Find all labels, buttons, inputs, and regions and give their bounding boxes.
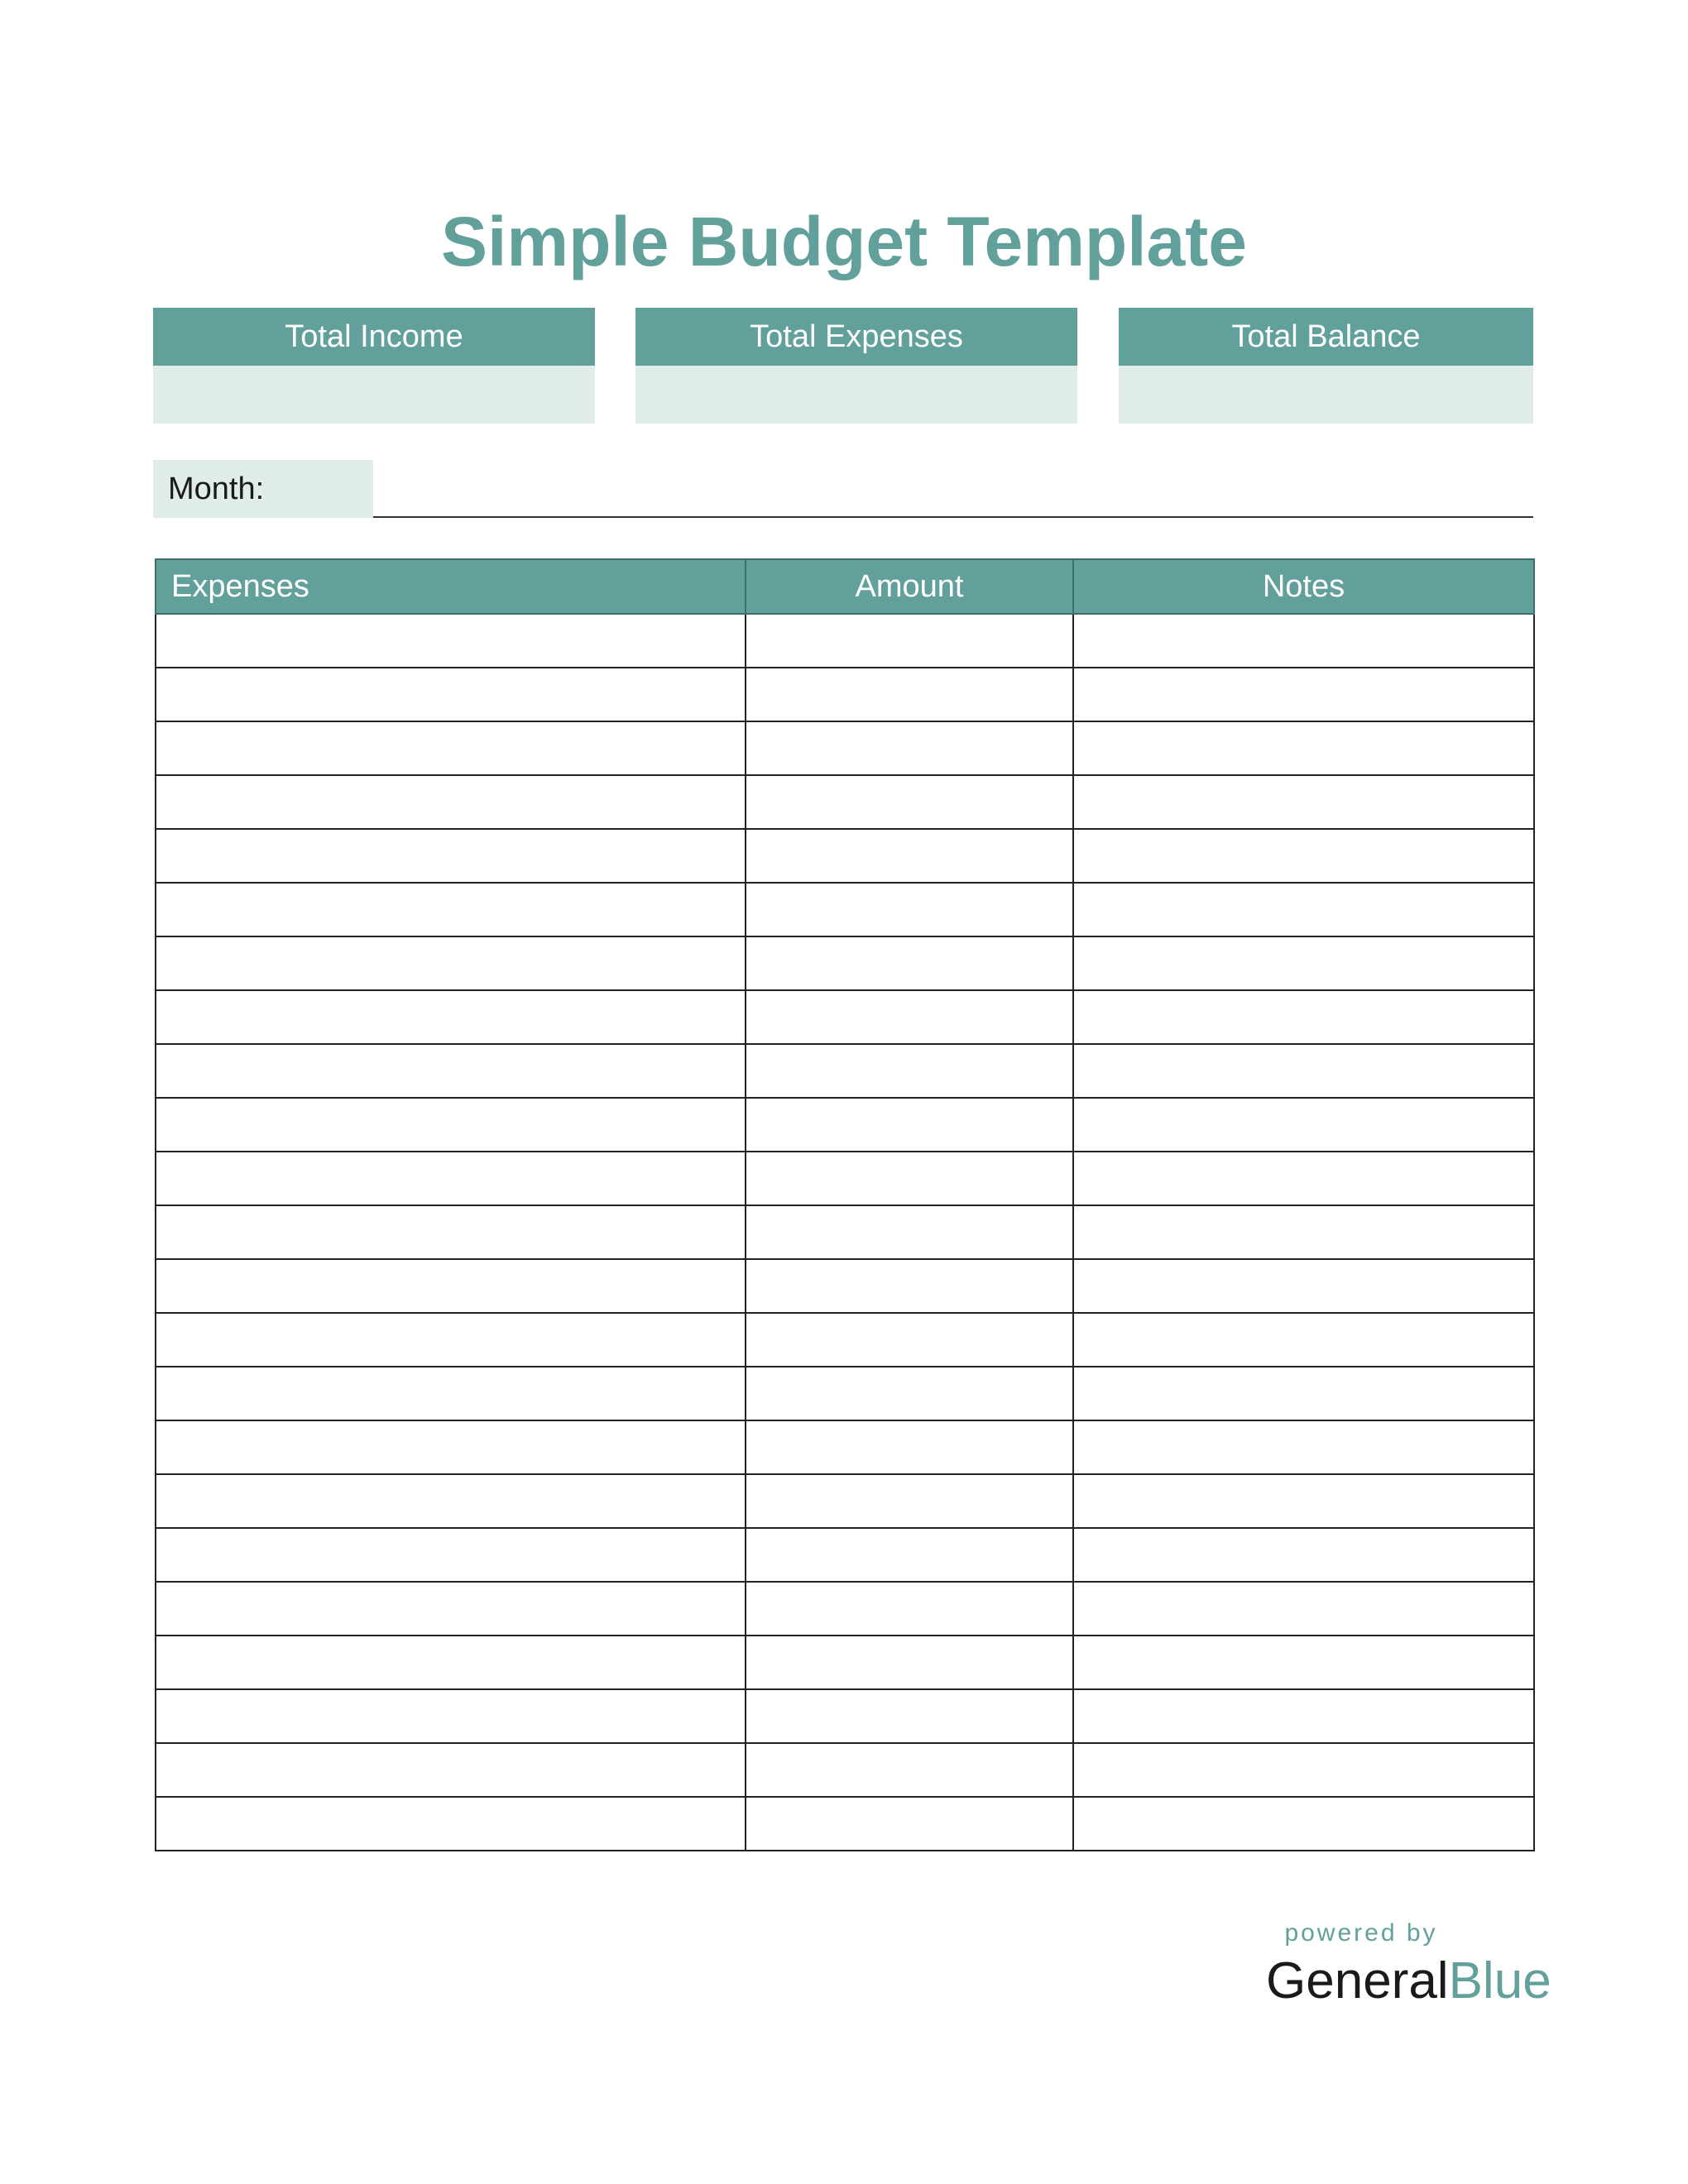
notes-cell[interactable] xyxy=(1073,1205,1534,1259)
table-row xyxy=(156,1689,1534,1743)
amount-cell[interactable] xyxy=(746,883,1073,936)
expense-cell[interactable] xyxy=(156,1689,746,1743)
amount-cell[interactable] xyxy=(746,1420,1073,1474)
amount-cell[interactable] xyxy=(746,990,1073,1044)
table-body xyxy=(156,614,1534,1851)
amount-cell[interactable] xyxy=(746,775,1073,829)
expense-cell[interactable] xyxy=(156,1582,746,1636)
table-header-row xyxy=(156,559,1534,614)
table-row xyxy=(156,1098,1534,1152)
notes-cell[interactable] xyxy=(1073,1474,1534,1528)
amount-cell[interactable] xyxy=(746,1636,1073,1689)
notes-cell[interactable] xyxy=(1073,1743,1534,1797)
amount-cell[interactable] xyxy=(746,1313,1073,1367)
notes-cell[interactable] xyxy=(1073,829,1534,883)
notes-cell[interactable] xyxy=(1073,1636,1534,1689)
amount-cell[interactable] xyxy=(746,1205,1073,1259)
column-header-amount: Amount xyxy=(746,559,1073,614)
expense-cell[interactable] xyxy=(156,1528,746,1582)
month-field[interactable] xyxy=(373,516,1533,518)
table-row xyxy=(156,1528,1534,1582)
total-expenses-field[interactable] xyxy=(635,366,1077,424)
amount-cell[interactable] xyxy=(746,1528,1073,1582)
notes-cell[interactable] xyxy=(1073,1098,1534,1152)
amount-cell[interactable] xyxy=(746,614,1073,668)
expenses-table xyxy=(155,558,1535,1851)
expense-cell[interactable] xyxy=(156,1420,746,1474)
brand-logo xyxy=(1266,1948,1551,2014)
notes-cell[interactable] xyxy=(1073,1528,1534,1582)
table-row xyxy=(156,1797,1534,1851)
notes-cell[interactable] xyxy=(1073,775,1534,829)
expense-cell[interactable] xyxy=(156,1152,746,1205)
notes-cell[interactable] xyxy=(1073,1313,1534,1367)
table-row xyxy=(156,1367,1534,1420)
amount-cell[interactable] xyxy=(746,1743,1073,1797)
table-row xyxy=(156,829,1534,883)
month-label: Month: xyxy=(153,460,373,518)
table-row xyxy=(156,1420,1534,1474)
expense-cell[interactable] xyxy=(156,936,746,990)
brand-name-part1: General xyxy=(1266,1952,1449,2009)
expense-cell[interactable] xyxy=(156,829,746,883)
notes-cell[interactable] xyxy=(1073,1044,1534,1098)
notes-cell[interactable] xyxy=(1073,1420,1534,1474)
expense-cell[interactable] xyxy=(156,1044,746,1098)
amount-cell[interactable] xyxy=(746,1259,1073,1313)
amount-cell[interactable] xyxy=(746,1797,1073,1851)
table-row xyxy=(156,936,1534,990)
expense-cell[interactable] xyxy=(156,614,746,668)
expense-cell[interactable] xyxy=(156,1259,746,1313)
table-row xyxy=(156,1474,1534,1528)
expense-cell[interactable] xyxy=(156,1636,746,1689)
total-balance-field[interactable] xyxy=(1119,366,1533,424)
amount-cell[interactable] xyxy=(746,1474,1073,1528)
amount-cell[interactable] xyxy=(746,668,1073,721)
amount-cell[interactable] xyxy=(746,1689,1073,1743)
table-row xyxy=(156,1313,1534,1367)
notes-cell[interactable] xyxy=(1073,883,1534,936)
expense-cell[interactable] xyxy=(156,1098,746,1152)
expense-cell[interactable] xyxy=(156,1367,746,1420)
table-row xyxy=(156,990,1534,1044)
column-header-notes: Notes xyxy=(1073,559,1534,614)
amount-cell[interactable] xyxy=(746,1044,1073,1098)
expense-cell[interactable] xyxy=(156,1474,746,1528)
expense-cell[interactable] xyxy=(156,668,746,721)
table-row xyxy=(156,1259,1534,1313)
page-title: Simple Budget Template xyxy=(441,203,1247,280)
total-balance-card xyxy=(1119,308,1533,424)
expense-cell[interactable] xyxy=(156,1743,746,1797)
notes-cell[interactable] xyxy=(1073,668,1534,721)
amount-cell[interactable] xyxy=(746,936,1073,990)
notes-cell[interactable] xyxy=(1073,990,1534,1044)
notes-cell[interactable] xyxy=(1073,1367,1534,1420)
expense-cell[interactable] xyxy=(156,1797,746,1851)
table-row xyxy=(156,614,1534,668)
notes-cell[interactable] xyxy=(1073,936,1534,990)
table-row xyxy=(156,721,1534,775)
table-row xyxy=(156,1743,1534,1797)
brand-name-part2: Blue xyxy=(1448,1952,1551,2009)
table-row xyxy=(156,1044,1534,1098)
table-row xyxy=(156,1582,1534,1636)
total-income-field[interactable] xyxy=(153,366,595,424)
notes-cell[interactable] xyxy=(1073,1797,1534,1851)
notes-cell[interactable] xyxy=(1073,721,1534,775)
notes-cell[interactable] xyxy=(1073,1582,1534,1636)
powered-by-text: powered by xyxy=(1284,1919,1438,1947)
notes-cell[interactable] xyxy=(1073,1152,1534,1205)
expense-cell[interactable] xyxy=(156,990,746,1044)
expense-cell[interactable] xyxy=(156,1205,746,1259)
total-income-card xyxy=(153,308,595,424)
expense-cell[interactable] xyxy=(156,775,746,829)
total-balance-label: Total Balance xyxy=(1119,308,1533,366)
amount-cell[interactable] xyxy=(746,829,1073,883)
total-expenses-card xyxy=(635,308,1077,424)
table-row xyxy=(156,1205,1534,1259)
table-row xyxy=(156,883,1534,936)
amount-cell[interactable] xyxy=(746,1098,1073,1152)
expense-cell[interactable] xyxy=(156,721,746,775)
table-row xyxy=(156,1636,1534,1689)
expense-cell[interactable] xyxy=(156,1313,746,1367)
amount-cell[interactable] xyxy=(746,1152,1073,1205)
notes-cell[interactable] xyxy=(1073,1689,1534,1743)
table-row xyxy=(156,1152,1534,1205)
notes-cell[interactable] xyxy=(1073,1259,1534,1313)
total-income-label: Total Income xyxy=(153,308,595,366)
expense-cell[interactable] xyxy=(156,883,746,936)
column-header-expenses: Expenses xyxy=(156,559,746,614)
table-row xyxy=(156,668,1534,721)
table-row xyxy=(156,775,1534,829)
notes-cell[interactable] xyxy=(1073,614,1534,668)
amount-cell[interactable] xyxy=(746,1367,1073,1420)
amount-cell[interactable] xyxy=(746,721,1073,775)
total-expenses-label: Total Expenses xyxy=(635,308,1077,366)
amount-cell[interactable] xyxy=(746,1582,1073,1636)
